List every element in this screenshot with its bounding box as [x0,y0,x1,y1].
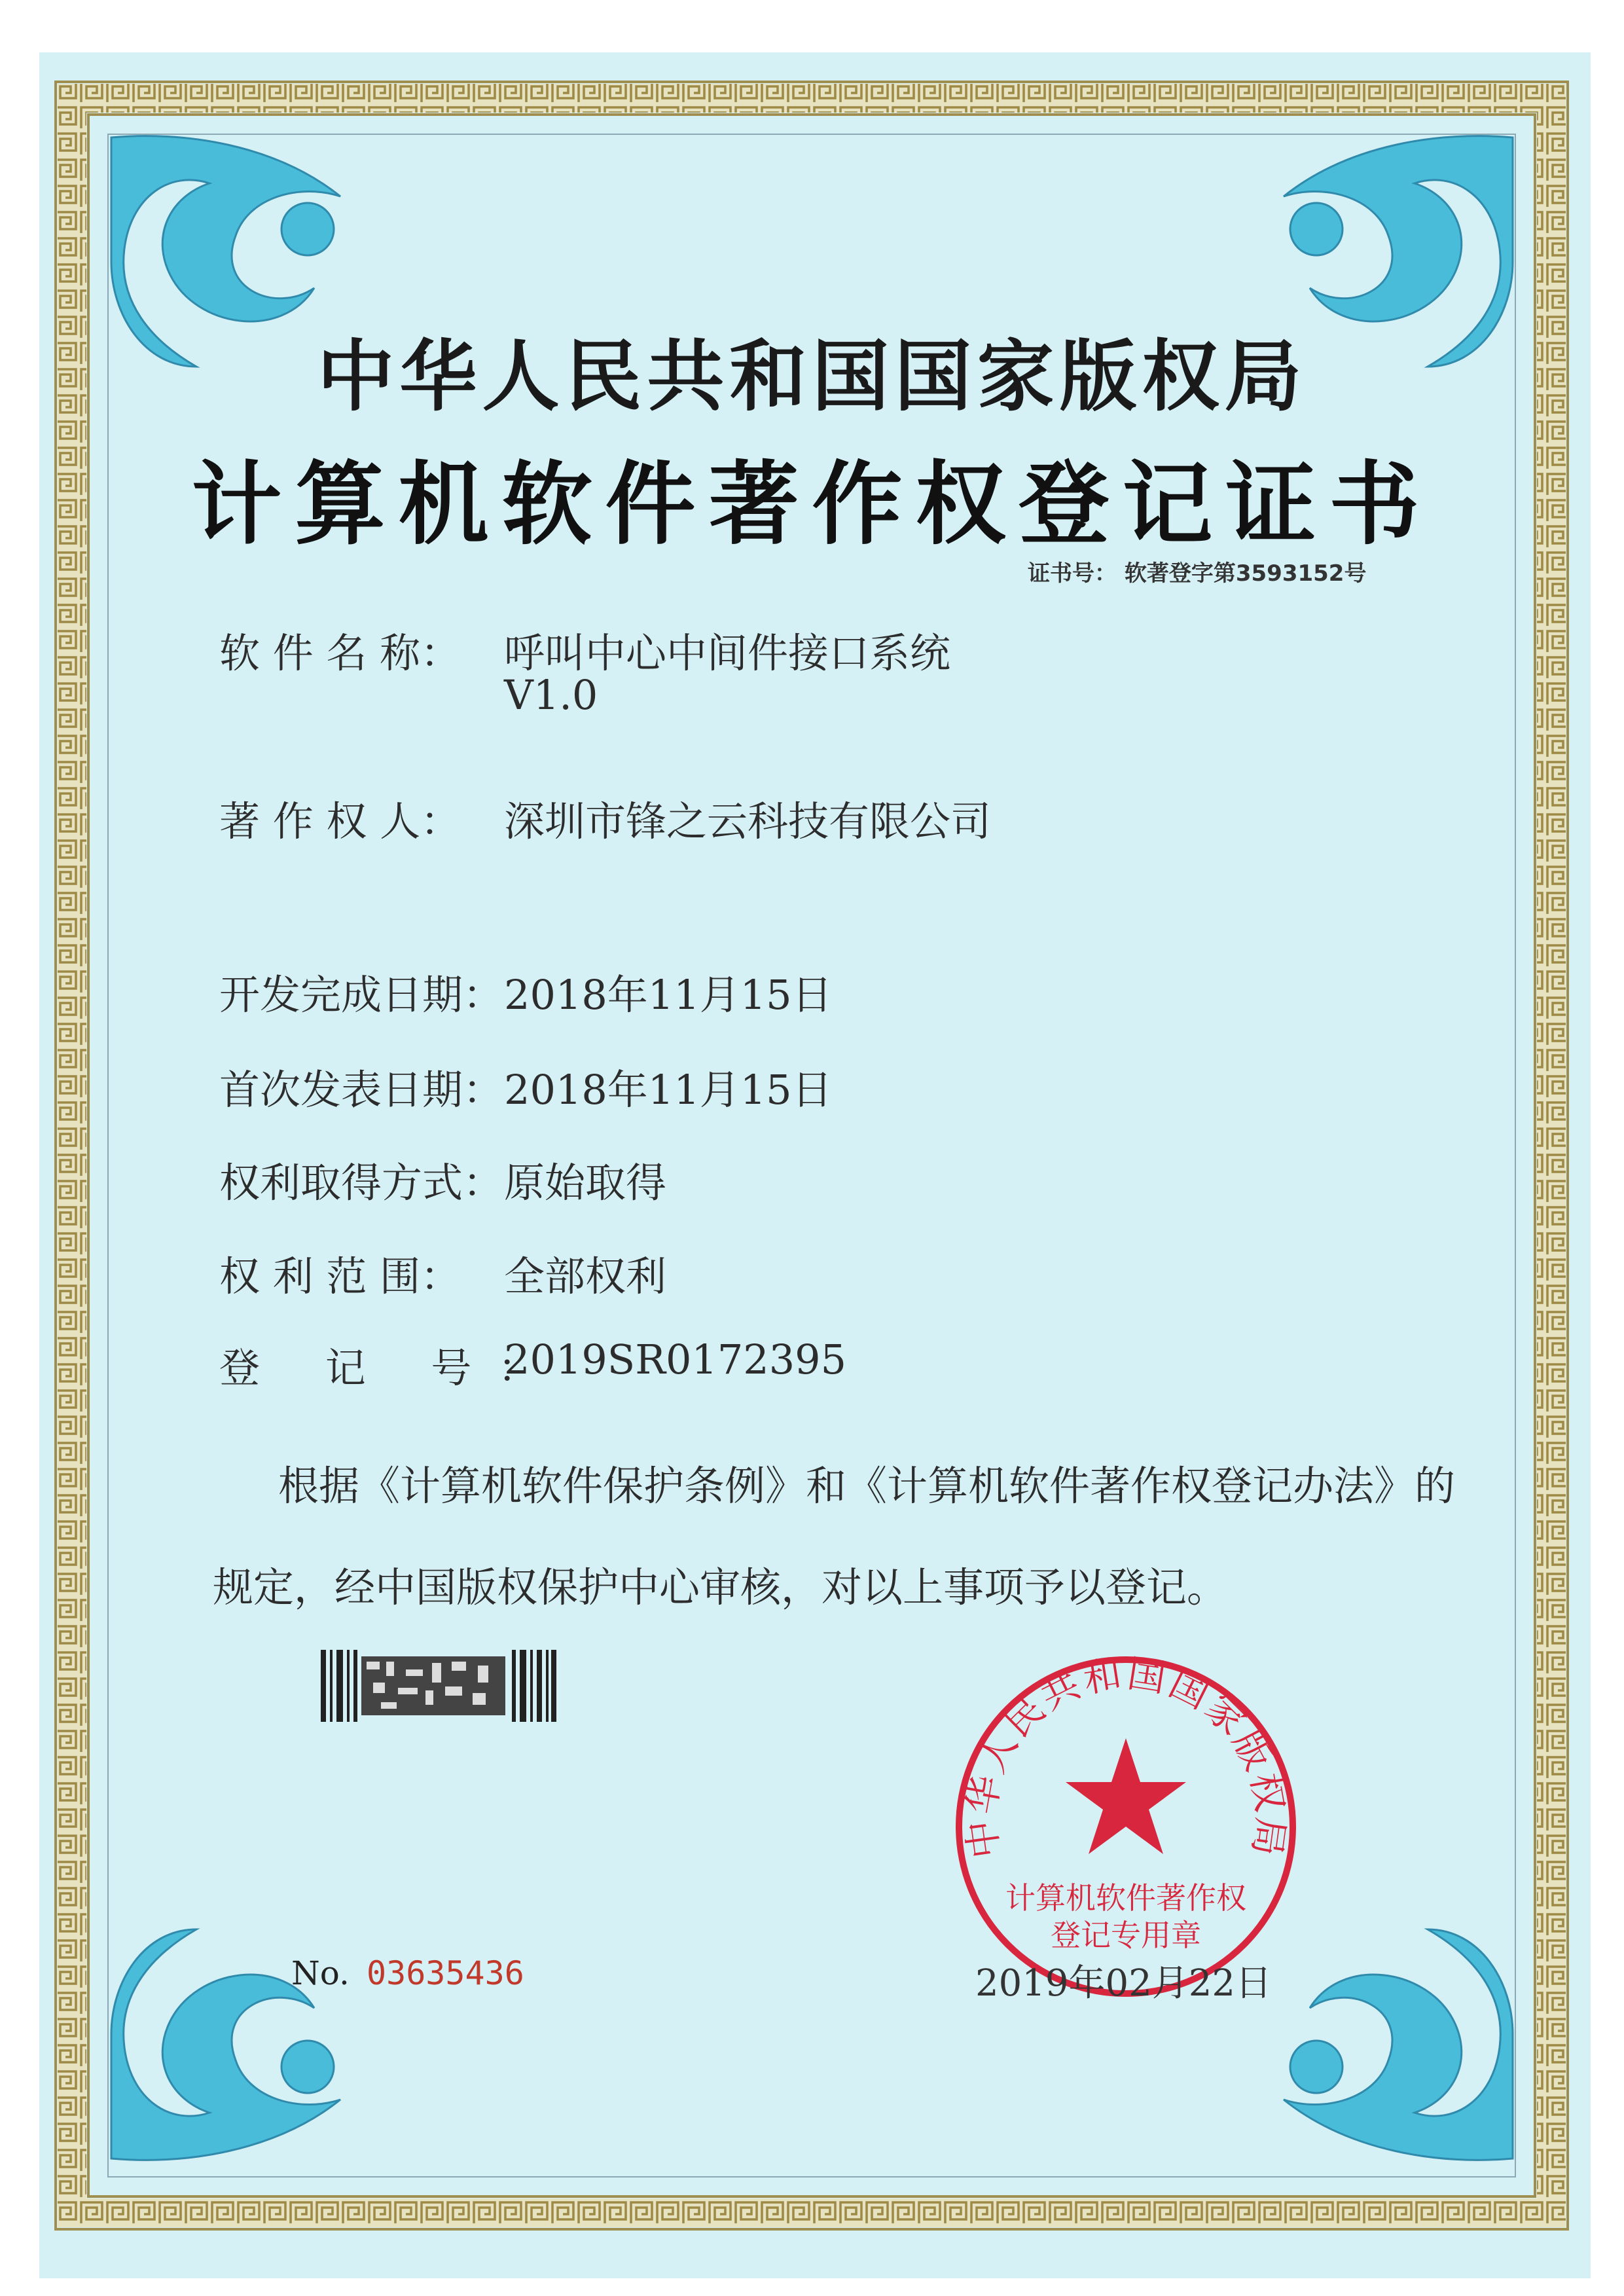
certificate-number-label: 证书号： [1028,560,1117,587]
acquisition-method-label: 权利取得方式： [219,1159,504,1207]
statement-line-1: 根据《计算机软件保护条例》和《计算机软件著作权登记办法》的 [278,1462,1456,1510]
statement-line-2: 规定，经中国版权保护中心审核，对以上事项予以登记。 [213,1563,1228,1611]
seal-line-2: 登记专用章 [1051,1918,1201,1953]
seal-star-icon [1066,1738,1186,1854]
publication-date-label: 首次发表日期： [219,1066,504,1114]
completion-date-label: 开发完成日期： [219,971,504,1019]
barcode [321,1650,556,1722]
serial-number-value: 03635436 [367,1954,524,1992]
certificate-number [1028,555,1366,587]
issuing-authority: 中华人民共和国国家版权局 [317,331,1307,422]
copyright-owner-value: 深圳市锋之云科技有限公司 [504,797,992,845]
registration-number-label: 登 记 号： [219,1344,565,1392]
rights-scope-value: 全部权利 [504,1252,667,1300]
certificate-number-value: 软著登字第3593152号 [1124,560,1367,587]
completion-date-value: 2018年11月15日 [504,971,833,1019]
software-name-value: 呼叫中心中间件接口系统 [504,629,951,677]
software-version-value: V1.0 [504,671,598,719]
seal-line-1: 计算机软件著作权 [1005,1880,1246,1916]
issue-date: 2019年02月22日 [975,1962,1272,2005]
corner-ornament-bottom-right [1284,1929,1513,2160]
copyright-owner-label: 著 作 权 人： [219,797,461,845]
publication-date-value: 2018年11月15日 [504,1066,833,1114]
rights-scope-label: 权 利 范 围： [219,1252,461,1300]
seal-arc-text: 中华人民共和国国家版权局 [958,1650,1293,1861]
acquisition-method-value: 原始取得 [504,1159,667,1207]
serial-number-label: No. [291,1954,350,1992]
registration-number-value: 2019SR0172395 [504,1336,847,1383]
software-name-label: 软 件 名 称： [219,629,461,677]
certificate-title: 计算机软件著作权登记证书 [191,452,1433,557]
